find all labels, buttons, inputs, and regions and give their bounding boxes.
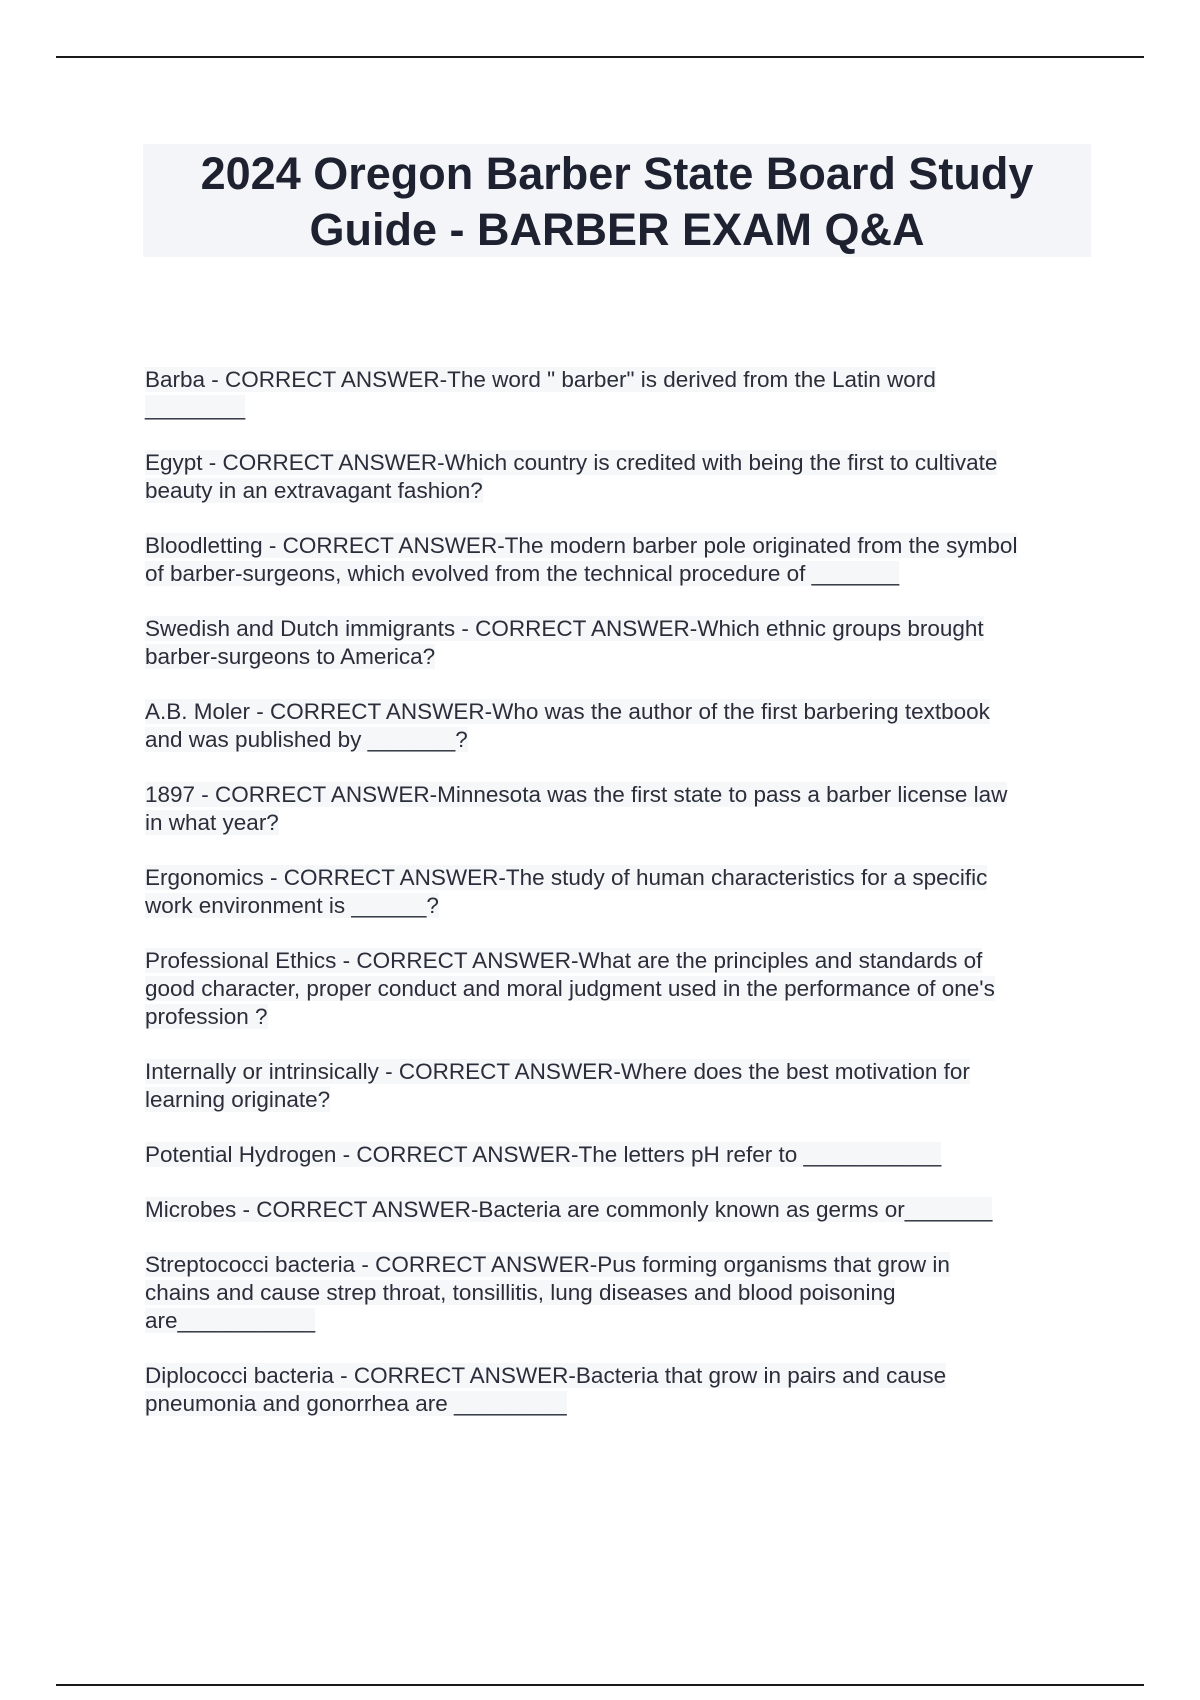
qa-text: Egypt - CORRECT ANSWER-Which country is credited with being the first to cultivate beauty in an extravagant fashion?: [145, 450, 998, 503]
qa-item: [145, 1141, 1095, 1169]
title-line-1: 2024 Oregon Barber State Board Study: [200, 148, 1034, 199]
title-line-2: Guide - BARBER EXAM Q&A: [309, 204, 925, 255]
page-title: [143, 146, 1091, 258]
qa-text: 1897 - CORRECT ANSWER-Minnesota was the first state to pass a barber license law in what year?: [145, 782, 1008, 835]
qa-text: Professional Ethics - CORRECT ANSWER-What are the principles and standards of good character, proper conduct and moral judgment used in the performance of one's profession ?: [145, 948, 995, 1029]
qa-item: [145, 698, 1095, 754]
qa-list: [145, 366, 1095, 1445]
qa-item: [145, 1196, 1095, 1224]
qa-item: [145, 864, 1095, 920]
qa-item: [145, 1058, 1095, 1114]
qa-text: A.B. Moler - CORRECT ANSWER-Who was the author of the first barbering textbook and was published by _______?: [145, 699, 990, 752]
qa-text: Potential Hydrogen - CORRECT ANSWER-The letters pH refer to ___________: [145, 1142, 942, 1167]
qa-item: [145, 1362, 1095, 1418]
bottom-rule: [56, 1684, 1144, 1686]
qa-item: [145, 1251, 1095, 1335]
qa-item: [145, 532, 1095, 588]
qa-text: Internally or intrinsically - CORRECT ANSWER-Where does the best motivation for learning originate?: [145, 1059, 970, 1112]
qa-text: Swedish and Dutch immigrants - CORRECT ANSWER-Which ethnic groups brought barber-surgeons to America?: [145, 616, 984, 669]
top-rule: [56, 56, 1144, 58]
qa-text: Ergonomics - CORRECT ANSWER-The study of human characteristics for a specific work environment is ______?: [145, 865, 988, 918]
qa-text: Streptococci bacteria - CORRECT ANSWER-Pus forming organisms that grow in chains and cause strep throat, tonsillitis, lung diseases and blood poisoning are___________: [145, 1252, 950, 1333]
qa-item: [145, 781, 1095, 837]
qa-item: [145, 449, 1095, 505]
qa-item: [145, 366, 1095, 422]
qa-text: Barba - CORRECT ANSWER-The word " barber" is derived from the Latin word ________: [145, 367, 936, 420]
qa-item: [145, 615, 1095, 671]
qa-item: [145, 947, 1095, 1031]
qa-text: Microbes - CORRECT ANSWER-Bacteria are commonly known as germs or_______: [145, 1197, 993, 1222]
qa-text: Diplococci bacteria - CORRECT ANSWER-Bacteria that grow in pairs and cause pneumonia and gonorrhea are _________: [145, 1363, 947, 1416]
qa-text: Bloodletting - CORRECT ANSWER-The modern barber pole originated from the symbol of barber-surgeons, which evolved from the technical procedure of _______: [145, 533, 1018, 586]
